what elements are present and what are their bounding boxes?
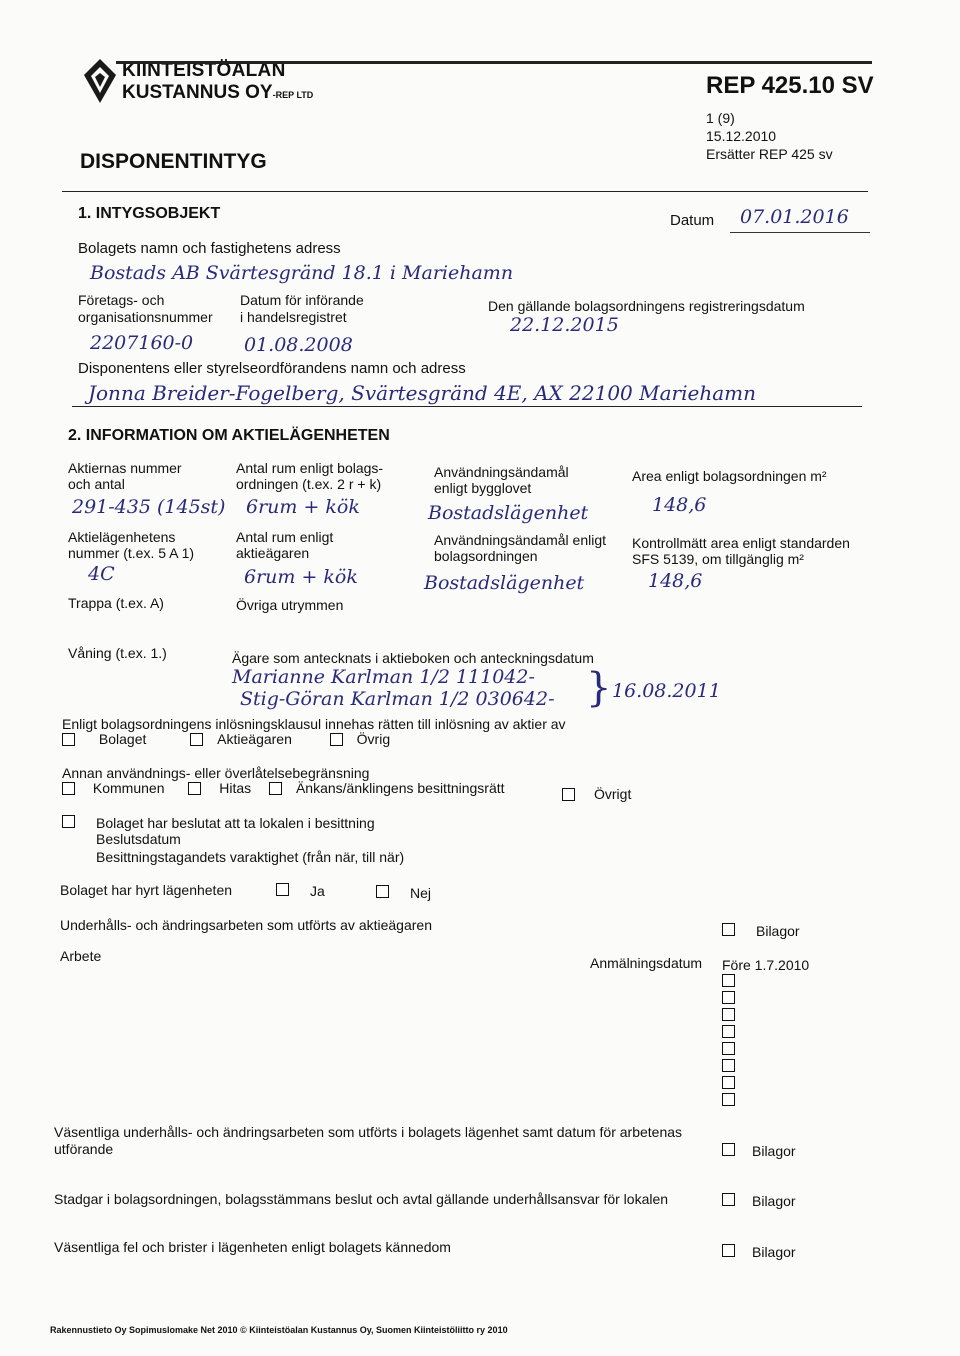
area-measured-label2: SFS 5139, om tillgänglig m² [632,551,804,567]
maintenance-attachments-label: Bilagor [756,923,800,939]
datum-underline [730,232,870,233]
use-building-label1: Användningsändamål [434,464,569,480]
before-checkbox-column [722,974,736,1106]
header-rule-bottom [62,191,868,192]
manager-label: Disponentens eller styrelseordförandens namn och adress [78,360,466,377]
company-works-attachments-label: Bilagor [752,1143,796,1159]
defects-label: Väsentliga fel och brister i lägenheten enligt bolagets kännedom [54,1239,451,1255]
bylaws-decisions-attachments-checkbox[interactable] [722,1193,735,1206]
rented-label: Bolaget har hyrt lägenheten [60,882,233,898]
use-bylaws-label1: Användningsändamål enligt [434,532,607,548]
decision-date-label: Beslutsdatum [96,831,181,847]
logo [80,57,120,105]
before-checkbox[interactable] [722,1076,735,1089]
org-label1: Företags- och [78,292,165,308]
owner2-value: Stig-Göran Karlman 1/2 030642- [240,688,555,710]
restriction-hitas-checkbox[interactable] [188,782,201,795]
area-bylaws-label: Area enligt bolagsordningen m² [632,468,827,484]
bylaws-reg-value: 22.12.2015 [510,314,619,336]
bylaws-decisions-attachments-label: Bilagor [752,1193,796,1209]
apt-number-label2: nummer (t.ex. 5 A 1) [68,545,195,561]
bylaws-decisions-label: Stadgar i bolagsordningen, bolagsstämmans beslut och avtal gällande underhållsansvar för lokalen [54,1191,669,1207]
before-checkbox[interactable] [722,1093,735,1106]
apt-number-value: 4C [88,563,115,585]
doc-code: REP 425.10 SV [706,72,874,99]
restriction-options [62,780,505,797]
redemption-bolaget-checkbox[interactable] [62,733,75,746]
before-checkbox[interactable] [722,1059,735,1072]
reg-label2: i handelsregistret [240,309,347,325]
rooms-owner-label2: aktieägaren [236,545,310,561]
maintenance-label: Underhålls- och ändringsarbeten som utförts av aktieägaren [60,917,432,933]
possession-duration-label: Besittningstagandets varaktighet (från när, till när) [96,849,405,865]
work-label: Arbete [60,948,102,964]
datum-value: 07.01.2016 [740,206,849,228]
restriction-kommunen-checkbox[interactable] [62,782,75,795]
page-title: DISPONENTINTYG [80,150,267,173]
use-bylaws-label2: bolagsordningen [434,548,538,564]
redemption-bolaget-label: Bolaget [98,731,147,747]
shares-label1: Aktiernas nummer [68,460,182,476]
redemption-aktieagaren-checkbox[interactable] [190,733,203,746]
redemption-ovrig-checkbox[interactable] [330,733,343,746]
use-building-label2: enligt bygglovet [434,480,532,496]
stair-label: Trappa (t.ex. A) [68,595,164,611]
defects-attachments-checkbox[interactable] [722,1244,735,1257]
company-works-attachments-checkbox[interactable] [722,1143,735,1156]
manager-value: Jonna Breider-Fogelberg, Svärtesgränd 4E, AX 22100 Mariehamn [88,381,756,405]
restriction-kommunen-label: Kommunen [92,780,165,796]
reg-label1: Datum för införande [240,292,364,308]
section1-heading: 1. INTYGSOBJEKT [78,205,221,222]
owner-date: 16.08.2011 [612,680,721,702]
before-label: Före 1.7.2010 [722,957,810,973]
owner1-value: Marianne Karlman 1/2 111042- [232,666,535,688]
footer-text: Rakennustieto Oy Sopimuslomake Net 2010 © Kiinteistöalan Kustannus Oy, Suomen Kiinteistöliitto ry 2010 [50,1325,508,1335]
rented-no-label: Nej [410,885,432,901]
rooms-bylaws-label1: Antal rum enligt bolags- [236,460,384,476]
before-checkbox[interactable] [722,974,735,987]
restriction-hitas-label: Hitas [219,780,252,796]
area-measured-value: 148,6 [648,570,703,592]
page-number: 1 (9) [706,110,735,126]
before-checkbox[interactable] [722,991,735,1004]
restriction-label: Annan användnings- eller överlåtelsebegränsning [62,765,370,781]
rented-yes-label: Ja [310,883,325,899]
header-rule-top [116,61,872,64]
owner-brace: } [586,665,612,711]
logo-suffix: -REP LTD [272,90,314,100]
rooms-owner-value: 6rum + kök [244,566,358,588]
doc-date: 15.12.2010 [706,128,777,144]
shares-value: 291-435 (145st) [72,496,226,518]
area-measured-label1: Kontrollmätt area enligt standarden [632,535,850,551]
logo-line1: KIINTEISTÖALAN [122,60,286,81]
reg-value: 01.08.2008 [244,334,353,356]
redemption-ovrig-label: Övrig [356,731,391,747]
area-bylaws-value: 148,6 [652,494,707,516]
rooms-bylaws-label2: ordningen (t.ex. 2 r + k) [236,476,382,492]
org-value: 2207160-0 [90,332,194,354]
other-spaces-label: Övriga utrymmen [236,597,344,613]
before-checkbox[interactable] [722,1008,735,1021]
logo-diamond-icon [80,57,120,105]
before-checkbox[interactable] [722,1042,735,1055]
replaces-label: Ersätter REP 425 sv [706,146,833,162]
datum-label: Datum [670,212,715,229]
section2-heading: 2. INFORMATION OM AKTIELÄGENHETEN [68,427,390,444]
restriction-widow-label: Änkans/änklingens besittningsrätt [295,780,505,796]
logo-line2 [122,82,313,104]
redemption-aktieagaren-label: Aktieägaren [217,731,292,747]
shares-label2: och antal [68,476,125,492]
defects-attachments-label: Bilagor [752,1244,796,1260]
use-bylaws-value: Bostadslägenhet [424,572,585,594]
rooms-bylaws-value: 6rum + kök [246,496,360,518]
restriction-widow-checkbox[interactable] [269,782,282,795]
redemption-options [62,731,390,748]
company-value: Bostads AB Svärtesgränd 18.1 i Mariehamn [90,262,514,284]
rooms-owner-label1: Antal rum enligt [236,529,334,545]
restriction-ovrigt-label: Övrigt [594,786,632,802]
restriction-ovrigt-checkbox[interactable] [562,788,575,801]
report-date-label: Anmälningsdatum [590,955,703,971]
org-label2: organisationsnummer [78,309,213,325]
redemption-label: Enligt bolagsordningens inlösningsklausul innehas rätten till inlösning av aktier av [62,716,566,732]
floor-label: Våning (t.ex. 1.) [68,645,167,661]
possession-checkbox[interactable] [62,815,75,828]
section1-rule [72,406,862,407]
maintenance-attachments-checkbox[interactable] [722,923,735,936]
before-checkbox[interactable] [722,1025,735,1038]
use-building-value: Bostadslägenhet [428,502,589,524]
rented-no-checkbox[interactable] [376,885,389,898]
company-works-label: Väsentliga underhålls- och ändringsarbeten som utförts i bolagets lägenhet samt datum för arbetenas utförande [54,1124,683,1157]
possession-label: Bolaget har beslutat att ta lokalen i besittning [96,815,375,831]
rented-yes-checkbox[interactable] [276,883,289,896]
apt-number-label1: Aktielägenhetens [68,529,176,545]
company-label: Bolagets namn och fastighetens adress [78,240,341,257]
bylaws-reg-label: Den gällande bolagsordningens registreringsdatum [488,298,805,314]
logo-line2-text: KUSTANNUS OY [122,82,273,103]
owner-label: Ägare som antecknats i aktieboken och anteckningsdatum [232,650,594,666]
